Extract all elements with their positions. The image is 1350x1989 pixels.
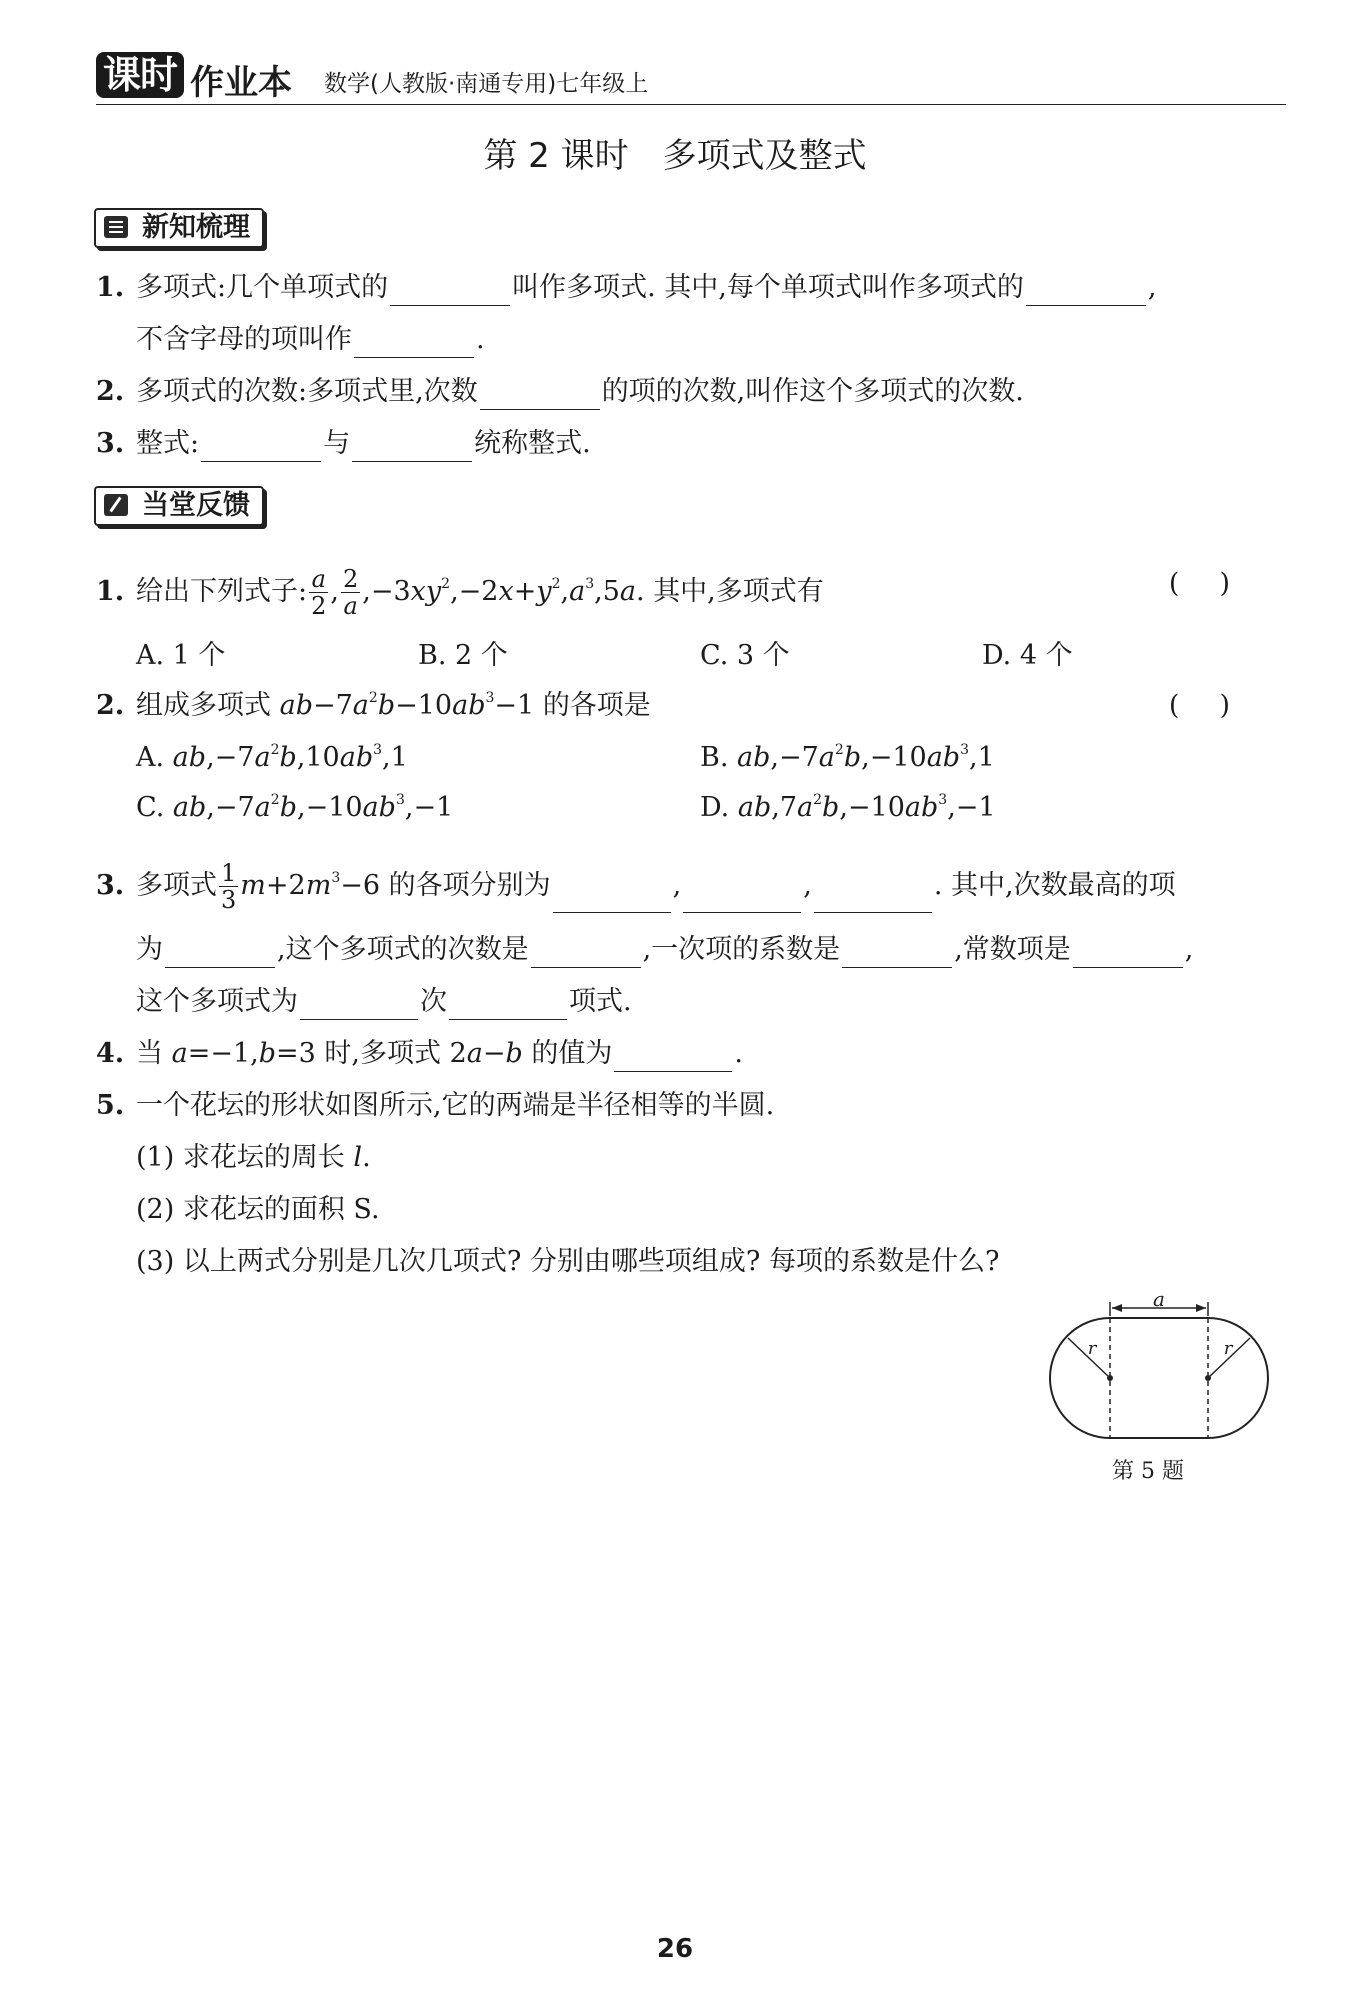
fraction-a-over-2: $\frac{a}{2}$ xyxy=(311,565,327,620)
item-text: 整式: xyxy=(136,428,200,459)
question-text: (1) 求花坛的周长 xyxy=(136,1142,345,1173)
answer-blank[interactable] xyxy=(352,431,472,462)
answer-blank[interactable] xyxy=(201,431,321,462)
s1-item-1-line-2 xyxy=(136,322,485,358)
question-text: 一个花坛的形状如图所示,它的两端是半径相等的半圆. xyxy=(136,1090,775,1121)
label-a: a xyxy=(1153,1290,1165,1311)
book-name: 作业本 xyxy=(190,63,292,103)
question-number: 2. xyxy=(96,690,125,721)
question-number: 3. xyxy=(96,870,125,901)
right-center-dot xyxy=(1205,1375,1211,1381)
flowerbed-outline xyxy=(1050,1318,1268,1438)
fraction-1-over-3: $\frac{1}{3}$ xyxy=(221,859,237,914)
arrow-left xyxy=(1112,1304,1122,1312)
item-text: 叫作多项式. 其中,每个单项式叫作多项式的 xyxy=(512,272,1024,303)
question-text: 其中,多项式有 xyxy=(653,576,824,607)
s1-item-2 xyxy=(96,374,1024,410)
q5-stem xyxy=(96,1088,774,1124)
label-r-right: r xyxy=(1223,1338,1233,1359)
answer-blank[interactable] xyxy=(1073,937,1183,968)
book-icon xyxy=(104,216,128,238)
section-header-new-knowledge xyxy=(94,208,264,248)
arrow-right xyxy=(1196,1304,1206,1312)
question-text: 多项式 xyxy=(136,870,217,901)
question-text: 的值为 xyxy=(531,1038,613,1069)
q2-option-c[interactable]: C. $ab,-7a^2b,-10ab^3,-1$ xyxy=(136,792,454,823)
answer-blank[interactable] xyxy=(842,937,952,968)
answer-blank[interactable] xyxy=(683,882,801,913)
question-text: 其中,次数最高的项 xyxy=(950,870,1176,901)
answer-blank[interactable] xyxy=(553,882,671,913)
item-number: 3. xyxy=(96,428,125,459)
item-text: , xyxy=(1147,272,1157,303)
section-header-feedback xyxy=(94,486,264,526)
fraction-2-over-a: $\frac{2}{a}$ xyxy=(342,565,359,620)
question-number: 5. xyxy=(96,1090,125,1121)
item-text: 统称整式. xyxy=(474,428,591,459)
q5-sub-3: (3) 以上两式分别是几次几项式? 分别由哪些项组成? 每项的系数是什么? xyxy=(136,1246,1000,1277)
question-number: 4. xyxy=(96,1038,125,1069)
section-label: 当堂反馈 xyxy=(142,490,250,521)
answer-blank[interactable] xyxy=(300,989,418,1020)
question-text: 时,多项式 xyxy=(324,1038,441,1069)
pen-icon xyxy=(104,494,128,516)
s1-item-3 xyxy=(96,426,591,462)
q2-option-a[interactable]: A. $ab,-7a^2b,10ab^3,1$ xyxy=(136,742,408,773)
figure-caption: 第 5 题 xyxy=(1112,1459,1184,1484)
q2-stem: 2. 组成多项式 $ab-7a^2b-10ab^3-1$ 的各项是 xyxy=(96,688,651,724)
section-label: 新知梳理 xyxy=(142,212,250,243)
q3-line-2: 为 ,这个多项式的次数是 ,一次项的系数是 ,常数项是 , xyxy=(136,932,1193,968)
question-text: ,一次项的系数是 xyxy=(642,934,841,965)
item-text: 多项式的次数:多项式里,次数 xyxy=(136,376,478,407)
q1-option-a[interactable]: A. 1 个 xyxy=(136,640,226,671)
answer-blank[interactable] xyxy=(814,882,932,913)
q2-option-b[interactable]: B. $ab,-7a^2b,-10ab^3,1$ xyxy=(700,742,995,773)
s1-item-1-line-1 xyxy=(96,270,1156,306)
q5-sub-1: (1) 求花坛的周长 l. xyxy=(136,1142,371,1173)
brand-logo: 课时 xyxy=(96,52,184,98)
lesson-title: 第 2 课时 多项式及整式 xyxy=(483,136,867,176)
question-text: 当 xyxy=(136,1038,163,1069)
label-r-left: r xyxy=(1087,1338,1097,1359)
q3-line-3 xyxy=(136,984,632,1020)
answer-blank[interactable] xyxy=(480,379,600,410)
item-number: 2. xyxy=(96,376,125,407)
answer-blank[interactable] xyxy=(531,937,641,968)
question-text: 给出下列式子: xyxy=(136,576,308,607)
answer-blank[interactable] xyxy=(449,989,567,1020)
q1-stem: 1. 给出下列式子: $\frac{a}{2}$ , $\frac{2}{a}$ $,-3xy^2,-2x+y^2,a^3,5a$. 其中,多项式有 xyxy=(96,565,824,620)
left-center-dot xyxy=(1107,1375,1113,1381)
flowerbed-figure xyxy=(1040,1290,1280,1450)
q1-option-b[interactable]: B. 2 个 xyxy=(418,640,508,671)
q2-option-d[interactable]: D. $ab,7a^2b,-10ab^3,-1$ xyxy=(700,792,996,823)
header-divider xyxy=(96,104,1286,105)
item-number: 1. xyxy=(96,272,125,303)
q5-sub-2: (2) 求花坛的面积 S. xyxy=(136,1194,380,1225)
q1-option-d[interactable]: D. 4 个 xyxy=(982,640,1073,671)
answer-blank[interactable] xyxy=(390,275,510,306)
q3-line-1: 3. 多项式 $\frac{1}{3}$ $m+2m^3-6$ 的各项分别为 , , . 其中,次数最高的项 xyxy=(96,859,1176,914)
question-text: 的各项是 xyxy=(542,690,651,721)
page-number: 26 xyxy=(656,1934,694,1964)
question-text: 组成多项式 xyxy=(136,690,271,721)
answer-parentheses[interactable]: () xyxy=(1168,690,1270,721)
item-text: . xyxy=(476,324,485,355)
question-text: 次 xyxy=(420,986,447,1017)
answer-blank[interactable] xyxy=(1026,275,1146,306)
item-text: 与 xyxy=(323,428,351,459)
q4-stem: 4. 当 a=−1,b=3 时,多项式 2a−b 的值为 . xyxy=(96,1036,743,1072)
q1-option-c[interactable]: C. 3 个 xyxy=(700,640,790,671)
question-text: 为 xyxy=(136,934,163,965)
answer-blank[interactable] xyxy=(354,327,474,358)
question-text: 的各项分别为 xyxy=(388,870,551,901)
answer-blank[interactable] xyxy=(165,937,275,968)
question-text: 项式. xyxy=(569,986,632,1017)
item-text: 的项的次数,叫作这个多项式的次数. xyxy=(601,376,1024,407)
question-text: 这个多项式为 xyxy=(136,986,298,1017)
item-text: 不含字母的项叫作 xyxy=(136,324,352,355)
answer-blank[interactable] xyxy=(614,1041,732,1072)
item-text: 多项式:几个单项式的 xyxy=(136,272,389,303)
question-text: ,常数项是 xyxy=(954,934,1071,965)
series-label: 数学(人教版·南通专用)七年级上 xyxy=(324,71,649,97)
question-number: 1. xyxy=(96,576,125,607)
answer-parentheses[interactable]: () xyxy=(1168,568,1270,599)
question-text: ,这个多项式的次数是 xyxy=(277,934,529,965)
